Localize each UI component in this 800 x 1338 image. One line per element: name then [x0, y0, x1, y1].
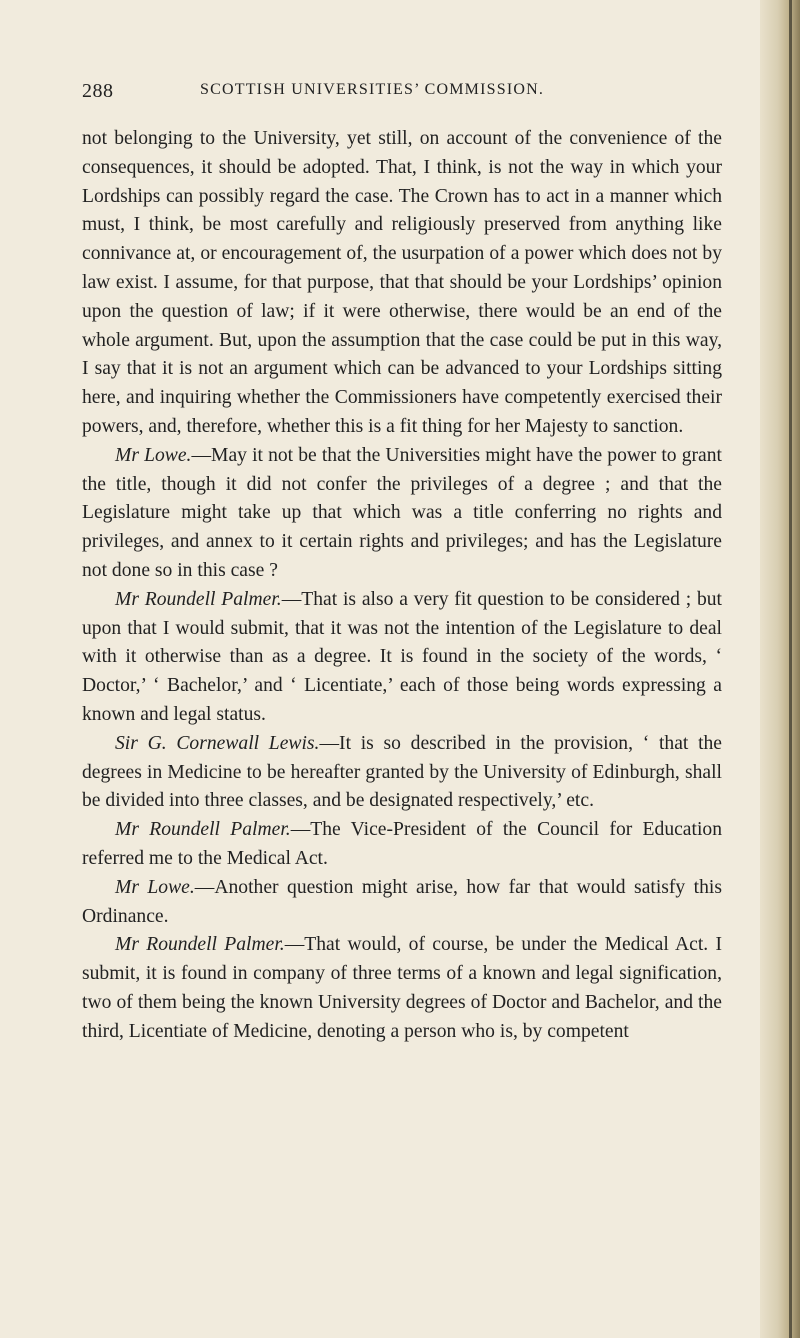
paragraph-text: —May it not be that the Universities might have the power to grant the title, though it did not confer the privileges of a degree ; and that the Legislature might take up that which was a title conferring no rights and privileges, and annex to it certain rights and privileges; and has the Legislature not done so in this case ?: [82, 444, 722, 581]
paragraph-palmer-2: [82, 816, 722, 874]
speaker-name: Mr Roundell Palmer.: [115, 934, 285, 956]
paragraph-text: —That is also a very fit question to be considered ; but upon that I would submit, that it was not the intention of the Legislature to deal with it otherwise than as a degree. It is found in the society of the words, ‘ Doctor,’ ‘ Bachelor,’ and ‘ Licentiate,’ each of those being words expressing a known and legal status.: [82, 588, 722, 725]
speaker-name: Mr Roundell Palmer.: [115, 588, 282, 610]
paragraph-palmer-1: [82, 586, 722, 730]
paragraph-lowe-2: [82, 874, 722, 932]
page-edge-shadow: [760, 0, 800, 1338]
page-number: 288: [82, 80, 114, 102]
speaker-name: Mr Roundell Palmer.: [115, 819, 291, 841]
paragraph-text: —Another question might arise, how far that would satisfy this Ordinance.: [82, 876, 722, 927]
speaker-name: Sir G. Cornewall Lewis.: [115, 732, 320, 754]
paragraph-continuation: [82, 125, 722, 442]
body-text: [82, 125, 722, 1047]
paragraph-lowe-1: [82, 442, 722, 586]
running-head: SCOTTISH UNIVERSITIES’ COMMISSION.: [200, 81, 545, 98]
paragraph-palmer-3: [82, 931, 722, 1046]
paragraph-text: —That would, of course, be under the Medical Act. I submit, it is found in company of three terms of a known and legal signification, two of them being the known University degrees of Doctor and Bachelor, and the third, Licentiate of Medicine, denoting a person who is, by competent: [82, 934, 722, 1042]
speaker-name: Mr Lowe.: [115, 876, 195, 898]
paragraph-text: —The Vice-President of the Council for Education referred me to the Medical Act.: [82, 819, 722, 869]
page-binding-edge: [789, 0, 792, 1338]
paragraph-text: —It is so described in the provision, ‘ that the degrees in Medicine to be hereafter granted by the University of Edinburgh, shall be divided into three classes, and be designated respectively,’ etc.: [82, 732, 723, 812]
speaker-name: Mr Lowe.: [115, 444, 192, 466]
paragraph-text: not belonging to the University, yet still, on account of the convenience of the consequences, it should be adopted. That, I think, is not the way in which your Lordships can possibly regard the case. The Crown has to act in a manner which must, I think, be most carefully and religiously preserved from anything like connivance at, or encouragement of, the usurpation of a power which does not by law exist. I assume, for that purpose, that that should be your Lordships’ opinion upon the question of law; if it were otherwise, there would be an end of the whole argument. But, upon the assumption that the case could be put in this way, I say that it is not an argument which can be advanced to your Lordships sitting here, and inquiring whether the Commissioners have competently exercised their powers, and, therefore, whether this is a fit thing for her Majesty to sanction.: [82, 128, 722, 437]
paragraph-lewis-1: [82, 730, 722, 816]
